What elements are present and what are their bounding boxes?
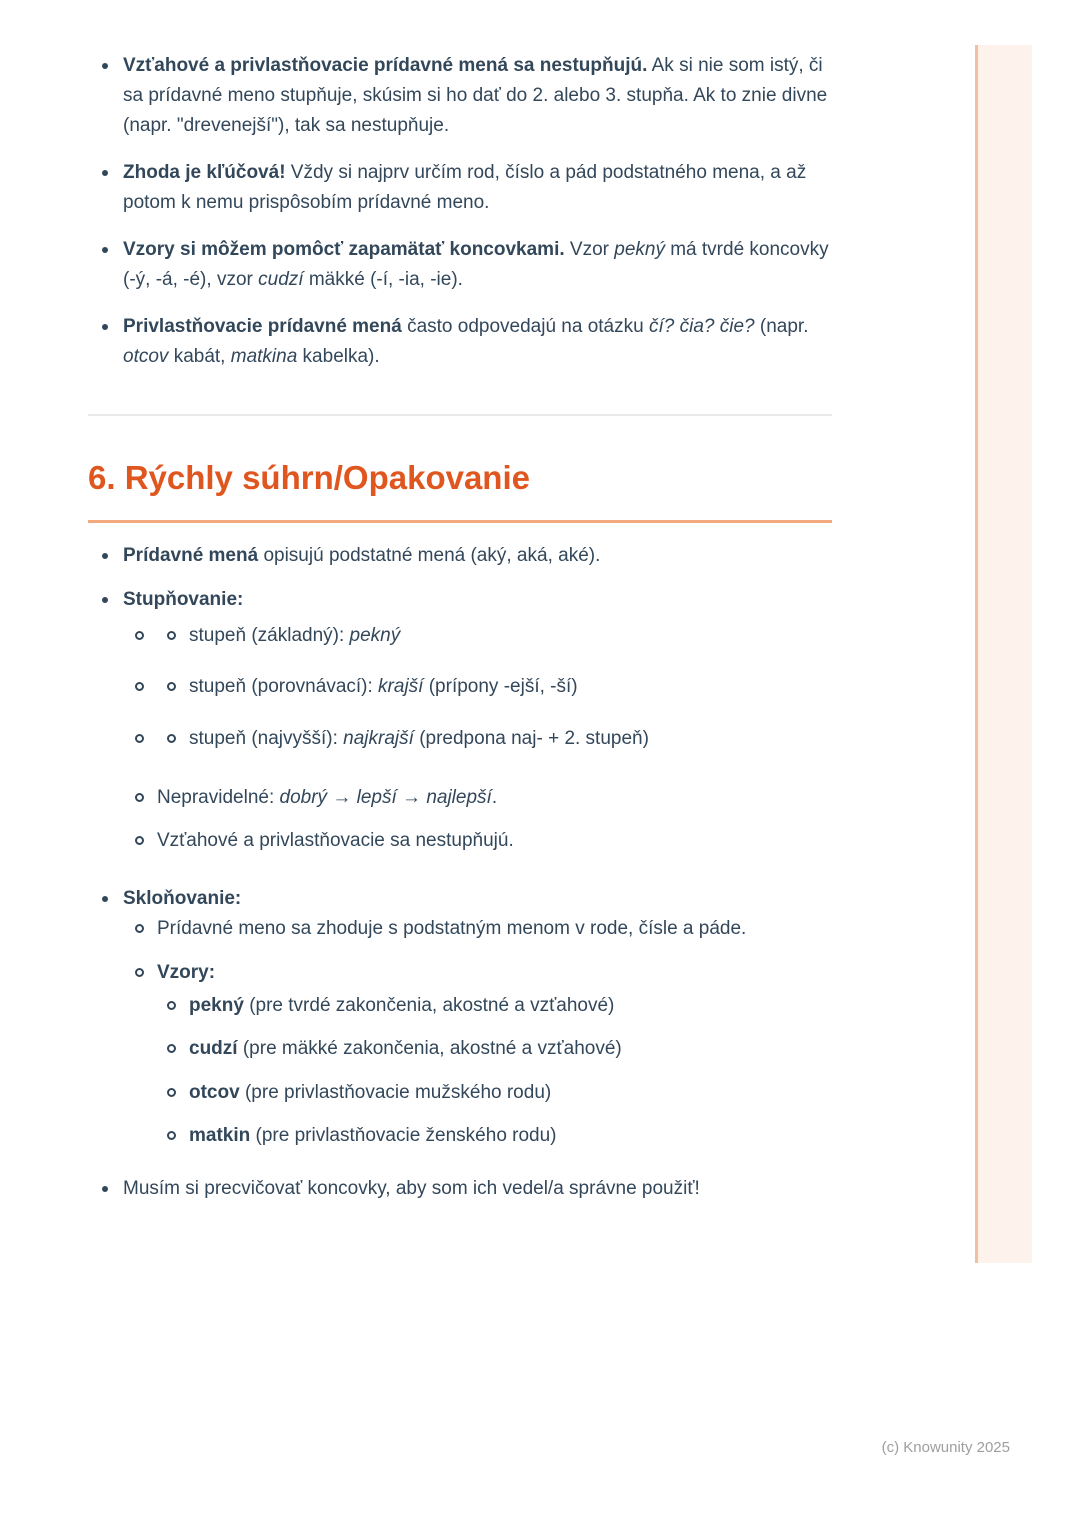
list-item-text: otcov (pre privlastňovacie mužského rodu) bbox=[189, 1082, 552, 1103]
list-item-text: Prídavné mená opisujú podstatné mená (aký, aká, aké). bbox=[123, 545, 601, 566]
bullet-icon bbox=[102, 324, 108, 330]
list-item bbox=[88, 914, 832, 944]
circle-icon bbox=[167, 1001, 176, 1010]
list-item-text: Skloňovanie: bbox=[123, 888, 242, 909]
circle-icon bbox=[135, 968, 144, 977]
list-item-text: Vzťahové a privlastňovacie prídavné mená sa nestupňujú. Ak si nie som istý, či sa prídavné meno stupňuje, skúsim si ho dať do 2. alebo 3. stupňa. Ak to znie divne (napr. "drevenejší"), tak sa nestupňuje. bbox=[123, 55, 828, 136]
circle-icon bbox=[167, 631, 176, 640]
circle-icon bbox=[135, 734, 144, 743]
list-item-text: Vzory si môžem pomôcť zapamätať koncovkami. Vzor pekný má tvrdé koncovky (-ý, -á, -é), vzor cudzí mäkké (-í, -ia, -ie). bbox=[123, 239, 829, 290]
list-item-text: stupeň (porovnávací): krajší (prípony -ejší, -ší) bbox=[189, 676, 578, 697]
circle-icon bbox=[135, 924, 144, 933]
list-item-text: matkin (pre privlastňovacie ženského rodu) bbox=[189, 1125, 557, 1146]
list-item bbox=[88, 1034, 832, 1064]
section-divider bbox=[88, 414, 832, 416]
list-item bbox=[88, 1174, 832, 1204]
circle-icon bbox=[135, 631, 144, 640]
bullet-icon bbox=[102, 597, 108, 603]
bullet-icon bbox=[102, 896, 108, 902]
list-item-text: stupeň (základný): pekný bbox=[189, 625, 401, 646]
list-item bbox=[88, 724, 832, 754]
circle-icon bbox=[167, 682, 176, 691]
list-item-text: pekný (pre tvrdé zakončenia, akostné a vzťahové) bbox=[189, 995, 615, 1016]
list-item bbox=[88, 585, 832, 615]
heading-underline-rule bbox=[88, 520, 832, 523]
circle-icon bbox=[167, 1044, 176, 1053]
list-item bbox=[88, 158, 832, 218]
list-item-text: Privlastňovacie prídavné mená často odpovedajú na otázku čí? čia? čie? (napr. otcov kabát, matkina kabelka). bbox=[123, 316, 809, 367]
page-content bbox=[88, 0, 832, 1204]
list-item bbox=[88, 1078, 832, 1108]
circle-icon bbox=[135, 836, 144, 845]
list-item bbox=[88, 672, 832, 702]
intro-list bbox=[88, 51, 832, 372]
list-item-text: Zhoda je kľúčová! Vždy si najprv určím rod, číslo a pád podstatného mena, a až potom k nemu prispôsobím prídavné meno. bbox=[123, 162, 807, 213]
list-item bbox=[88, 826, 832, 856]
list-item bbox=[88, 884, 832, 914]
list-item bbox=[88, 541, 832, 571]
list-item-text: cudzí (pre mäkké zakončenia, akostné a vzťahové) bbox=[189, 1038, 622, 1059]
summary-list bbox=[88, 541, 832, 1204]
bullet-icon bbox=[102, 170, 108, 176]
list-item-text: Stupňovanie: bbox=[123, 589, 244, 610]
list-item-text: Prídavné meno sa zhoduje s podstatným menom v rode, čísle a páde. bbox=[157, 918, 747, 939]
circle-icon bbox=[135, 682, 144, 691]
list-item bbox=[88, 621, 832, 651]
list-item-text: Nepravidelné: dobrý → lepší → najlepší. bbox=[157, 787, 498, 808]
circle-icon bbox=[135, 793, 144, 802]
footer-copyright: (c) Knowunity 2025 bbox=[881, 1439, 1010, 1456]
section-heading: 6. Rýchly súhrn/Opakovanie bbox=[88, 459, 530, 496]
list-item bbox=[88, 235, 832, 295]
list-item bbox=[88, 1121, 832, 1151]
list-item bbox=[88, 958, 832, 988]
list-item bbox=[88, 783, 832, 813]
circle-icon bbox=[167, 1131, 176, 1140]
list-item-text: Musím si precvičovať koncovky, aby som ich vedel/a správne použiť! bbox=[123, 1178, 700, 1199]
circle-icon bbox=[167, 734, 176, 743]
side-accent-panel bbox=[975, 45, 1032, 1263]
bullet-icon bbox=[102, 553, 108, 559]
list-item-text: stupeň (najvyšší): najkrajší (predpona naj- + 2. stupeň) bbox=[189, 728, 649, 749]
list-item bbox=[88, 312, 832, 372]
list-item-text: Vzťahové a privlastňovacie sa nestupňujú. bbox=[157, 830, 514, 851]
circle-icon bbox=[167, 1088, 176, 1097]
list-item bbox=[88, 51, 832, 141]
bullet-icon bbox=[102, 63, 108, 69]
list-item bbox=[88, 991, 832, 1021]
bullet-icon bbox=[102, 1186, 108, 1192]
list-item-text: Vzory: bbox=[157, 962, 216, 983]
bullet-icon bbox=[102, 247, 108, 253]
